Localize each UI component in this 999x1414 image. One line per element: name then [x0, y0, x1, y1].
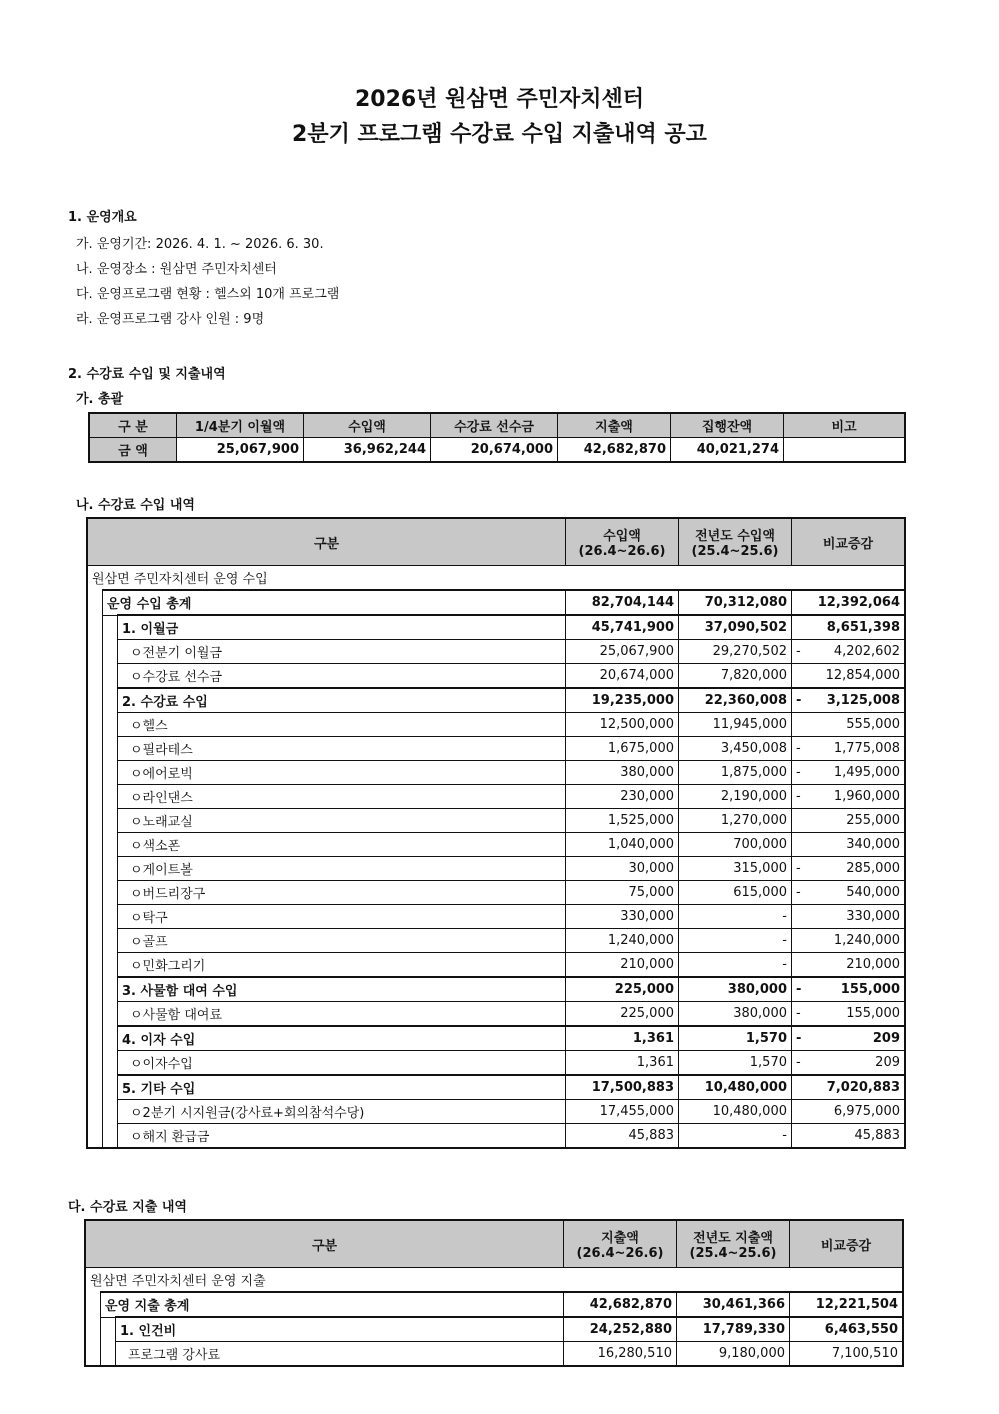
income-row-diff-value: 3,125,008	[826, 693, 900, 708]
income-row	[87, 977, 905, 1002]
indent-cell	[103, 664, 118, 689]
indent-cell	[103, 929, 118, 953]
income-row-label: ㅇ골프	[118, 929, 566, 953]
income-row-diff-value: 155,000	[846, 1006, 900, 1021]
income-row-label: ㅇ라인댄스	[118, 785, 566, 809]
expense-row-previous: 9,180,000	[677, 1342, 790, 1367]
indent-cell	[103, 785, 118, 809]
income-subheading: 나. 수강료 수입 내역	[76, 498, 195, 513]
indent-cell	[87, 615, 103, 640]
income-header-category: 구분	[87, 518, 566, 566]
income-row-current: 1,040,000	[566, 833, 679, 857]
indent-cell	[103, 1075, 118, 1100]
income-row-label: 2. 수강료 수입	[118, 688, 566, 713]
indent-cell	[87, 929, 103, 953]
expense-row-diff-value: 6,463,550	[824, 1322, 898, 1337]
summary-header: 지출액	[558, 413, 671, 438]
income-row-label: ㅇ해지 환급금	[118, 1124, 566, 1149]
income-row-label: ㅇ수강료 선수금	[118, 664, 566, 689]
summary-header: 수입액	[304, 413, 431, 438]
income-row-previous: 29,270,502	[679, 640, 792, 664]
income-row-diff	[792, 737, 906, 761]
income-row-diff	[792, 833, 906, 857]
income-row-current: 12,500,000	[566, 713, 679, 737]
income-row	[87, 881, 905, 905]
income-row-label: ㅇ헬스	[118, 713, 566, 737]
income-row-diff	[792, 1002, 906, 1027]
income-row-diff	[792, 857, 906, 881]
income-row-diff-value: 6,975,000	[833, 1104, 900, 1119]
income-row-label: ㅇ게이트볼	[118, 857, 566, 881]
income-header-previous-period: (25.4~25.6)	[691, 544, 779, 559]
income-row	[87, 1100, 905, 1124]
summary-row	[89, 438, 905, 463]
minus-sign: -	[796, 1055, 801, 1070]
income-row-diff-value: 45,883	[854, 1128, 900, 1143]
summary-header-row	[89, 413, 905, 438]
income-row-previous: 2,190,000	[679, 785, 792, 809]
expense-top-label: 원삼면 주민자치센터 운영 지출	[85, 1268, 903, 1293]
income-row-diff	[792, 640, 906, 664]
expense-row-label: 프로그램 강사료	[116, 1342, 564, 1367]
income-row-diff	[792, 761, 906, 785]
income-row	[87, 809, 905, 833]
expense-header-previous-period: (25.4~25.6)	[689, 1246, 777, 1261]
income-total-row	[87, 590, 905, 615]
income-row-diff	[792, 664, 906, 689]
income-row-current: 75,000	[566, 881, 679, 905]
income-total-current: 82,704,144	[566, 590, 679, 615]
income-row-current: 210,000	[566, 953, 679, 978]
income-row-diff-value: 285,000	[846, 861, 900, 876]
indent-cell	[103, 1051, 118, 1076]
income-header-diff: 비교증감	[792, 518, 906, 566]
income-row-label: ㅇ버드리장구	[118, 881, 566, 905]
income-row-previous: 3,450,008	[679, 737, 792, 761]
indent-cell	[103, 857, 118, 881]
income-row	[87, 785, 905, 809]
income-row-diff	[792, 1124, 906, 1149]
income-row-diff-value: 540,000	[846, 885, 900, 900]
income-row-current: 30,000	[566, 857, 679, 881]
minus-sign: -	[796, 765, 801, 780]
income-row	[87, 688, 905, 713]
indent-cell	[103, 713, 118, 737]
expense-total-current: 42,682,870	[564, 1292, 677, 1317]
income-row-diff-value: 4,202,602	[833, 644, 900, 659]
income-row-diff-value: 209	[875, 1055, 900, 1070]
income-row-diff-value: 12,854,000	[825, 668, 900, 683]
indent-cell	[87, 1051, 103, 1076]
indent-cell	[87, 688, 103, 713]
summary-cell: 36,962,244	[304, 438, 431, 463]
expense-header-category: 구분	[85, 1220, 564, 1268]
expense-row	[85, 1317, 903, 1342]
summary-cell	[784, 438, 906, 463]
income-total-previous: 70,312,080	[679, 590, 792, 615]
indent-cell	[87, 953, 103, 978]
income-row-diff	[792, 953, 906, 978]
income-row-label: ㅇ2분기 시지원금(강사료+회의참석수당)	[118, 1100, 566, 1124]
indent-cell	[87, 977, 103, 1002]
income-header-previous	[679, 518, 792, 566]
indent-cell	[103, 688, 118, 713]
minus-sign: -	[796, 1031, 802, 1046]
indent-cell	[103, 905, 118, 929]
indent-cell	[87, 640, 103, 664]
income-row-diff-value: 7,020,883	[826, 1080, 900, 1095]
summary-cell: 금 액	[89, 438, 177, 463]
minus-sign: -	[796, 789, 801, 804]
indent-cell	[87, 737, 103, 761]
income-row-diff	[792, 1051, 906, 1076]
minus-sign: -	[796, 693, 802, 708]
income-header-current	[566, 518, 679, 566]
income-row-diff-value: 255,000	[846, 813, 900, 828]
indent-cell	[87, 1026, 103, 1051]
income-row	[87, 1051, 905, 1076]
expense-total-label: 운영 지출 총계	[101, 1292, 564, 1317]
indent-cell	[87, 809, 103, 833]
income-top-row	[87, 566, 905, 591]
minus-sign: -	[796, 885, 801, 900]
income-row-previous: 22,360,008	[679, 688, 792, 713]
income-row-label: ㅇ탁구	[118, 905, 566, 929]
overview-programs: 다. 운영프로그램 현황 : 헬스외 10개 프로그램	[76, 287, 340, 302]
income-row-previous: 10,480,000	[679, 1075, 792, 1100]
summary-cell: 40,021,274	[671, 438, 784, 463]
income-row-current: 225,000	[566, 1002, 679, 1027]
income-row-current: 1,361	[566, 1051, 679, 1076]
indent-cell	[103, 953, 118, 978]
income-row-diff	[792, 977, 906, 1002]
income-row-label: 3. 사물함 대여 수입	[118, 977, 566, 1002]
section1-heading: 1. 운영개요	[68, 210, 137, 225]
income-row-diff	[792, 713, 906, 737]
income-row-current: 17,455,000	[566, 1100, 679, 1124]
income-row-previous: 1,570	[679, 1051, 792, 1076]
income-row-previous: 615,000	[679, 881, 792, 905]
income-row	[87, 737, 905, 761]
income-row-current: 1,240,000	[566, 929, 679, 953]
indent-cell	[103, 737, 118, 761]
income-row-current: 17,500,883	[566, 1075, 679, 1100]
income-row-label: ㅇ사물함 대여료	[118, 1002, 566, 1027]
income-row-current: 25,067,900	[566, 640, 679, 664]
income-row-diff-value: 210,000	[846, 957, 900, 972]
expense-row-current: 16,280,510	[564, 1342, 677, 1367]
income-row-current: 330,000	[566, 905, 679, 929]
expense-row-previous: 17,789,330	[677, 1317, 790, 1342]
income-row	[87, 1124, 905, 1149]
indent-cell	[101, 1342, 116, 1367]
expense-top-row	[85, 1268, 903, 1293]
income-row-label: ㅇ필라테스	[118, 737, 566, 761]
indent-cell	[85, 1317, 101, 1342]
section2-heading: 2. 수강료 수입 및 지출내역	[68, 367, 226, 382]
indent-cell	[87, 785, 103, 809]
income-row-diff	[792, 615, 906, 640]
income-row-diff	[792, 929, 906, 953]
expense-total-previous: 30,461,366	[677, 1292, 790, 1317]
income-row-current: 20,674,000	[566, 664, 679, 689]
income-row-previous: 700,000	[679, 833, 792, 857]
income-row-current: 45,741,900	[566, 615, 679, 640]
income-row-diff-value: 1,775,008	[833, 741, 900, 756]
indent-cell	[101, 1317, 116, 1342]
overview-place: 나. 운영장소 : 원삼면 주민자치센터	[76, 262, 277, 277]
income-row-diff-value: 1,960,000	[833, 789, 900, 804]
income-row-diff-value: 340,000	[846, 837, 900, 852]
income-row	[87, 1026, 905, 1051]
minus-sign: -	[796, 861, 801, 876]
indent-cell	[103, 1002, 118, 1027]
expense-total-diff: 12,221,504	[790, 1292, 904, 1317]
income-row-previous: 380,000	[679, 977, 792, 1002]
summary-header: 1/4분기 이월액	[177, 413, 304, 438]
income-row-current: 1,675,000	[566, 737, 679, 761]
income-row-current: 1,361	[566, 1026, 679, 1051]
income-row-diff-value: 330,000	[846, 909, 900, 924]
income-table	[86, 517, 906, 1149]
income-row-label: ㅇ이자수입	[118, 1051, 566, 1076]
expense-table	[84, 1219, 904, 1367]
minus-sign: -	[796, 982, 802, 997]
income-row-label: 4. 이자 수입	[118, 1026, 566, 1051]
expense-header-previous-label: 전년도 지출액	[693, 1231, 773, 1246]
income-row-current: 230,000	[566, 785, 679, 809]
income-row	[87, 1075, 905, 1100]
income-row	[87, 833, 905, 857]
income-row-previous: -	[679, 905, 792, 929]
income-row-label: 5. 기타 수입	[118, 1075, 566, 1100]
income-row-previous: 315,000	[679, 857, 792, 881]
income-row	[87, 953, 905, 978]
income-row-previous: 1,570	[679, 1026, 792, 1051]
income-row-previous: 380,000	[679, 1002, 792, 1027]
indent-cell	[103, 640, 118, 664]
expense-header-previous	[677, 1220, 790, 1268]
indent-cell	[103, 1100, 118, 1124]
income-row-current: 380,000	[566, 761, 679, 785]
expense-row-current: 24,252,880	[564, 1317, 677, 1342]
income-row	[87, 1002, 905, 1027]
income-row-diff	[792, 809, 906, 833]
income-row-current: 225,000	[566, 977, 679, 1002]
income-row-diff	[792, 905, 906, 929]
expense-header-current-label: 지출액	[601, 1231, 639, 1246]
income-row-diff-value: 8,651,398	[826, 620, 900, 635]
income-row-previous: 10,480,000	[679, 1100, 792, 1124]
indent-cell	[87, 833, 103, 857]
indent-cell	[87, 905, 103, 929]
income-row-diff	[792, 1075, 906, 1100]
income-row-previous: 11,945,000	[679, 713, 792, 737]
minus-sign: -	[796, 741, 801, 756]
income-row-previous: 37,090,502	[679, 615, 792, 640]
income-row-diff	[792, 881, 906, 905]
income-row	[87, 713, 905, 737]
expense-header-current-period: (26.4~26.6)	[576, 1246, 664, 1261]
income-header-current-label: 수입액	[603, 529, 641, 544]
summary-cell: 25,067,900	[177, 438, 304, 463]
summary-cell: 42,682,870	[558, 438, 671, 463]
income-row-previous: 1,270,000	[679, 809, 792, 833]
income-row-label: ㅇ전분기 이월금	[118, 640, 566, 664]
income-row-label: ㅇ노래교실	[118, 809, 566, 833]
indent-cell	[87, 590, 103, 615]
indent-cell	[87, 713, 103, 737]
income-row-current: 19,235,000	[566, 688, 679, 713]
expense-subheading: 다. 수강료 지출 내역	[68, 1200, 187, 1215]
indent-cell	[87, 1100, 103, 1124]
income-row-previous: 7,820,000	[679, 664, 792, 689]
income-row-diff	[792, 688, 906, 713]
indent-cell	[103, 1026, 118, 1051]
income-row-label: 1. 이월금	[118, 615, 566, 640]
income-top-label: 원삼면 주민자치센터 운영 수입	[87, 566, 905, 591]
expense-row-diff	[790, 1342, 904, 1367]
income-row-diff-value: 209	[872, 1031, 900, 1046]
summary-cell: 20,674,000	[431, 438, 558, 463]
income-header-row	[87, 518, 905, 566]
indent-cell	[103, 761, 118, 785]
income-row-current: 45,883	[566, 1124, 679, 1149]
indent-cell	[103, 977, 118, 1002]
page-title: 2026년 원삼면 주민자치센터	[354, 87, 645, 112]
income-row-diff-value: 1,495,000	[833, 765, 900, 780]
indent-cell	[103, 833, 118, 857]
summary-header: 비고	[784, 413, 906, 438]
indent-cell	[103, 809, 118, 833]
expense-header-current	[564, 1220, 677, 1268]
income-row-previous: -	[679, 929, 792, 953]
indent-cell	[85, 1342, 101, 1367]
expense-row-label: 1. 인건비	[116, 1317, 564, 1342]
income-row	[87, 664, 905, 689]
income-header-previous-label: 전년도 수입액	[695, 529, 775, 544]
income-row-previous: -	[679, 953, 792, 978]
income-row-label: ㅇ색소폰	[118, 833, 566, 857]
income-row-diff	[792, 785, 906, 809]
indent-cell	[103, 615, 118, 640]
income-row-diff-value: 155,000	[840, 982, 900, 997]
income-row-current: 1,525,000	[566, 809, 679, 833]
income-row	[87, 905, 905, 929]
income-row-previous: -	[679, 1124, 792, 1149]
indent-cell	[87, 857, 103, 881]
income-row-label: ㅇ민화그리기	[118, 953, 566, 978]
income-row-diff-value: 1,240,000	[833, 933, 900, 948]
expense-header-row	[85, 1220, 903, 1268]
summary-table	[88, 412, 906, 463]
income-header-current-period: (26.4~26.6)	[578, 544, 666, 559]
indent-cell	[87, 1124, 103, 1149]
income-total-label: 운영 수입 총계	[103, 590, 566, 615]
minus-sign: -	[796, 1006, 801, 1021]
income-row	[87, 615, 905, 640]
income-row	[87, 857, 905, 881]
indent-cell	[87, 1002, 103, 1027]
income-row	[87, 761, 905, 785]
summary-header: 수강료 선수금	[431, 413, 558, 438]
indent-cell	[87, 881, 103, 905]
expense-row-diff	[790, 1317, 904, 1342]
income-row-label: ㅇ에어로빅	[118, 761, 566, 785]
expense-row	[85, 1342, 903, 1367]
indent-cell	[103, 881, 118, 905]
page-subtitle: 2분기 프로그램 수강료 수입 지출내역 공고	[292, 122, 707, 147]
indent-cell	[87, 761, 103, 785]
income-row	[87, 640, 905, 664]
expense-row-diff-value: 7,100,510	[831, 1346, 898, 1361]
income-row	[87, 929, 905, 953]
minus-sign: -	[796, 644, 801, 659]
indent-cell	[103, 1124, 118, 1149]
summary-subheading: 가. 총괄	[76, 392, 124, 407]
overview-period: 가. 운영기간: 2026. 4. 1. ~ 2026. 6. 30.	[76, 237, 324, 252]
indent-cell	[87, 664, 103, 689]
indent-cell	[85, 1292, 101, 1317]
income-row-diff	[792, 1026, 906, 1051]
income-row-diff-value: 555,000	[846, 717, 900, 732]
summary-header: 집행잔액	[671, 413, 784, 438]
summary-header: 구 분	[89, 413, 177, 438]
income-row-diff	[792, 1100, 906, 1124]
income-total-diff: 12,392,064	[792, 590, 906, 615]
expense-total-row	[85, 1292, 903, 1317]
income-row-previous: 1,875,000	[679, 761, 792, 785]
overview-instructors: 라. 운영프로그램 강사 인원 : 9명	[76, 312, 265, 327]
indent-cell	[87, 1075, 103, 1100]
expense-header-diff: 비교증감	[790, 1220, 904, 1268]
